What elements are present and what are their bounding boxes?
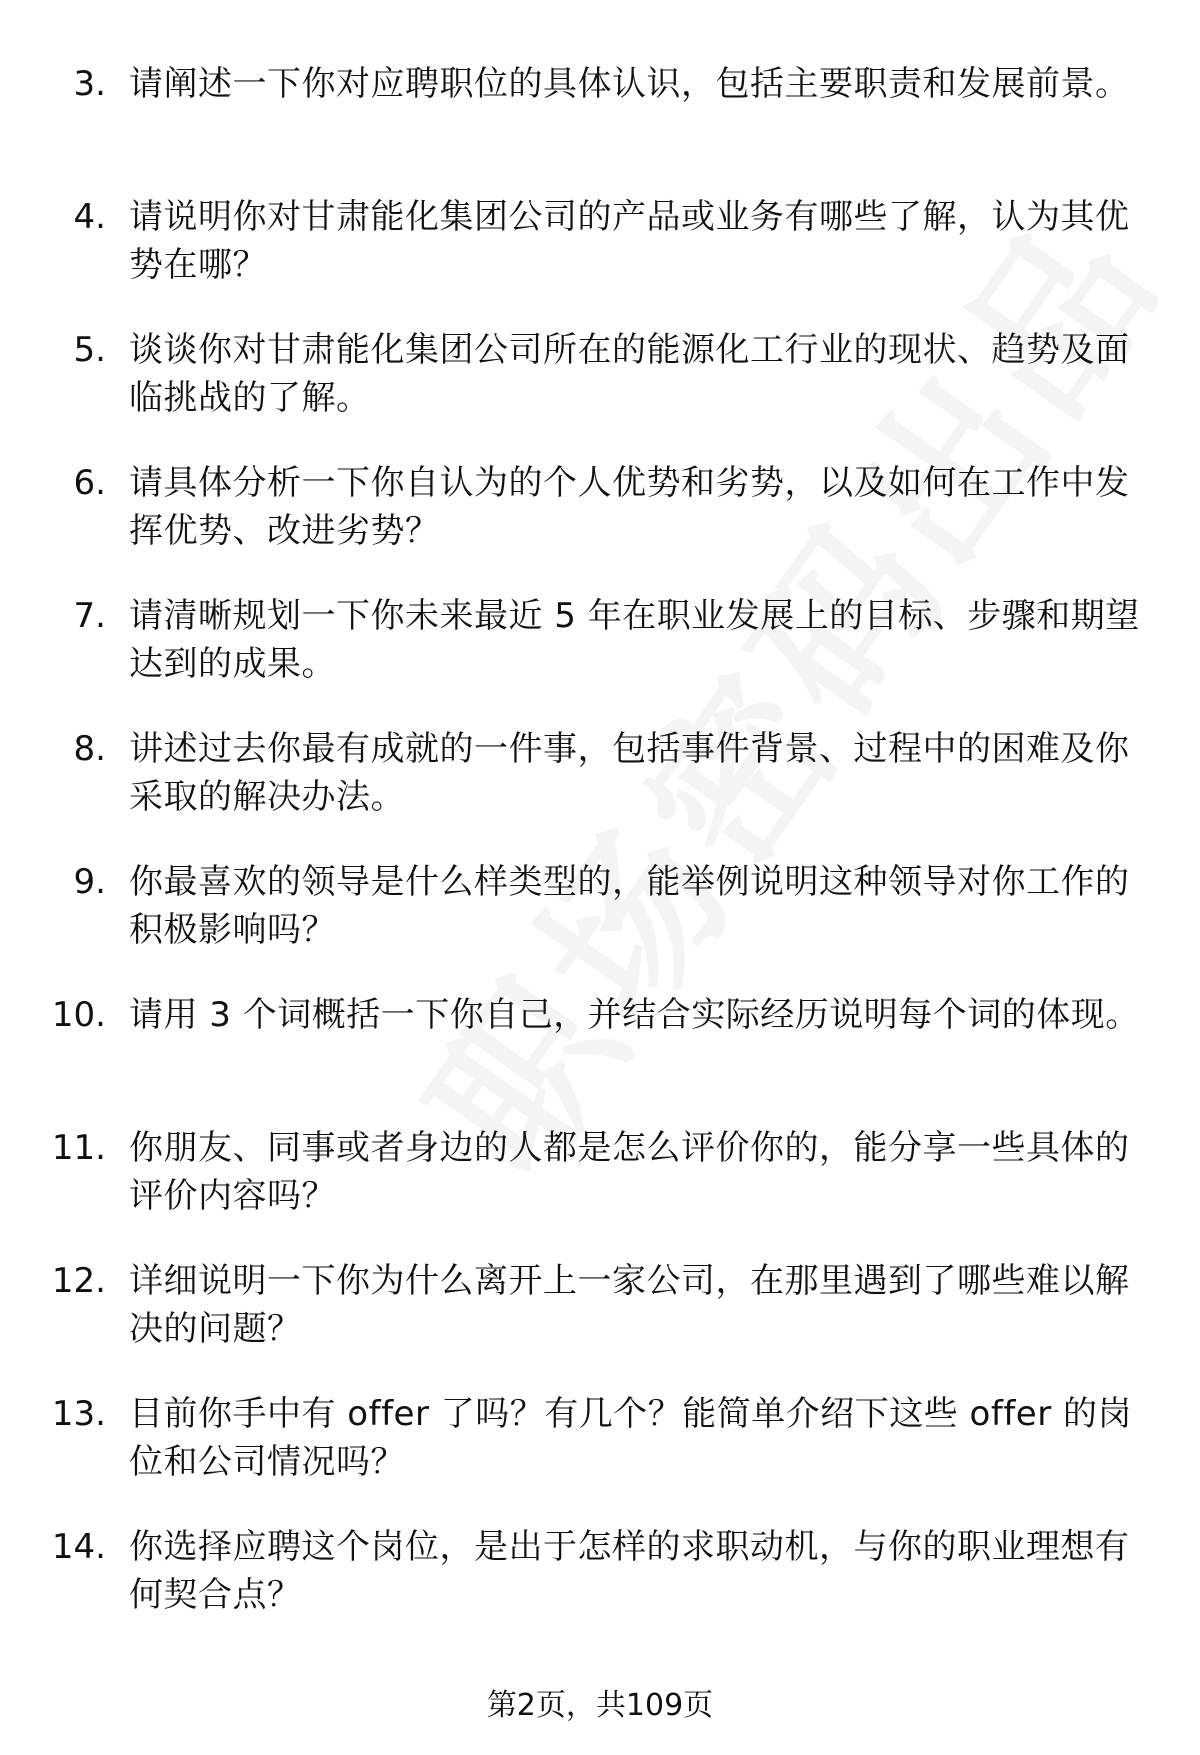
question-item	[0, 60, 1200, 193]
question-number: 14.	[51, 1527, 106, 1567]
question-number: 6.	[73, 463, 106, 503]
question-text: 谈谈你对甘肃能化集团公司所在的能源化工行业的现状、趋势及面临挑战的了解。	[129, 330, 1130, 418]
question-item	[0, 193, 1200, 326]
question-list	[0, 60, 1200, 1656]
question-item	[0, 725, 1200, 858]
question-number: 10.	[51, 995, 106, 1035]
question-number: 8.	[73, 729, 106, 769]
question-text: 你最喜欢的领导是什么样类型的，能举例说明这种领导对你工作的积极影响吗？	[129, 862, 1130, 950]
question-text: 讲述过去你最有成就的一件事，包括事件背景、过程中的困难及你采取的解决办法。	[129, 729, 1130, 817]
question-item	[0, 1257, 1200, 1390]
page-footer: 第2页，共109页	[486, 1688, 714, 1723]
question-number: 5.	[73, 330, 106, 370]
question-item	[0, 592, 1200, 725]
question-item	[0, 1523, 1200, 1656]
question-number: 4.	[73, 197, 106, 237]
question-item	[0, 326, 1200, 459]
question-text: 请说明你对甘肃能化集团公司的产品或业务有哪些了解，认为其优势在哪？	[129, 197, 1130, 285]
question-number: 7.	[73, 596, 106, 636]
question-number: 3.	[73, 64, 106, 104]
question-text: 你朋友、同事或者身边的人都是怎么评价你的，能分享一些具体的评价内容吗？	[129, 1128, 1130, 1216]
question-item	[0, 991, 1200, 1124]
question-item	[0, 1124, 1200, 1257]
question-item	[0, 858, 1200, 991]
question-text: 目前你手中有 offer 了吗？有几个？能简单介绍下这些 offer 的岗位和公司情况吗？	[129, 1394, 1133, 1482]
question-text: 请阐述一下你对应聘职位的具体认识，包括主要职责和发展前景。	[129, 64, 1130, 104]
question-item	[0, 1390, 1200, 1523]
question-number: 11.	[51, 1128, 106, 1168]
question-text: 请清晰规划一下你未来最近 5 年在职业发展上的目标、步骤和期望达到的成果。	[129, 596, 1140, 684]
question-number: 12.	[51, 1261, 106, 1301]
question-number: 9.	[73, 862, 106, 902]
question-item	[0, 459, 1200, 592]
question-number: 13.	[51, 1394, 106, 1434]
question-text: 详细说明一下你为什么离开上一家公司，在那里遇到了哪些难以解决的问题？	[129, 1261, 1130, 1349]
question-text: 请用 3 个词概括一下你自己，并结合实际经历说明每个词的体现。	[129, 995, 1140, 1035]
question-text: 请具体分析一下你自认为的个人优势和劣势，以及如何在工作中发挥优势、改进劣势？	[129, 463, 1130, 551]
question-text: 你选择应聘这个岗位，是出于怎样的求职动机，与你的职业理想有何契合点？	[129, 1527, 1130, 1615]
